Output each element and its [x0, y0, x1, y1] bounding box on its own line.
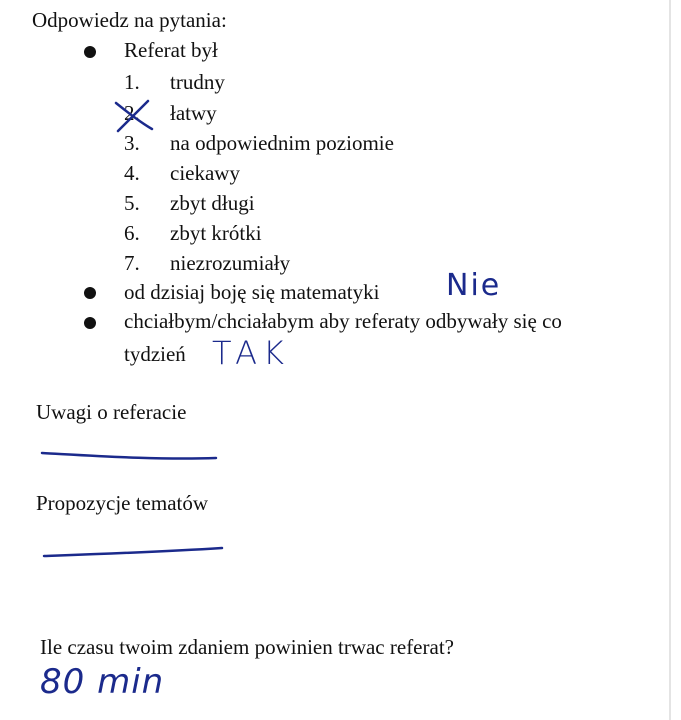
- option-number: 5.: [124, 191, 140, 215]
- option-text: niezrozumiały: [170, 251, 291, 275]
- q3-handwritten-answer[interactable]: TAK: [212, 334, 290, 372]
- option-text: zbyt długi: [170, 191, 255, 215]
- option-number: 2.: [124, 101, 140, 125]
- bullet-q1: [84, 46, 96, 58]
- proposals-label: Propozycje tematów: [36, 491, 209, 515]
- page-edge: [669, 0, 671, 720]
- q2-handwritten-answer[interactable]: Nie: [446, 268, 502, 303]
- remarks-handwritten-line[interactable]: [38, 448, 220, 464]
- q2-label: od dzisiaj boję się matematyki: [124, 280, 380, 304]
- q1-label: Referat był: [124, 38, 218, 62]
- option-number: 4.: [124, 161, 140, 185]
- option-text: zbyt krótki: [170, 221, 262, 245]
- option-number: 3.: [124, 131, 140, 155]
- q3-label-line1: chciałbym/chciałabym aby referaty odbywały się co: [124, 309, 562, 333]
- bullet-q2: [84, 287, 96, 299]
- duration-handwritten-answer[interactable]: 80 min: [40, 662, 165, 702]
- instructions-heading: Odpowiedz na pytania:: [32, 8, 227, 32]
- duration-label: Ile czasu twoim zdaniem powinien trwac referat?: [40, 635, 454, 659]
- option-number: 1.: [124, 70, 140, 94]
- q3-label-line2: tydzień: [124, 342, 186, 366]
- option-text: na odpowiednim poziomie: [170, 131, 394, 155]
- option-text: łatwy: [170, 101, 217, 125]
- remarks-label: Uwagi o referacie: [36, 400, 187, 424]
- option-text: trudny: [170, 70, 225, 94]
- proposals-handwritten-line[interactable]: [40, 544, 226, 560]
- cross-mark-icon: [112, 97, 156, 133]
- option-number: 7.: [124, 251, 140, 275]
- bullet-q3: [84, 317, 96, 329]
- option-number: 6.: [124, 221, 140, 245]
- option-text: ciekawy: [170, 161, 240, 185]
